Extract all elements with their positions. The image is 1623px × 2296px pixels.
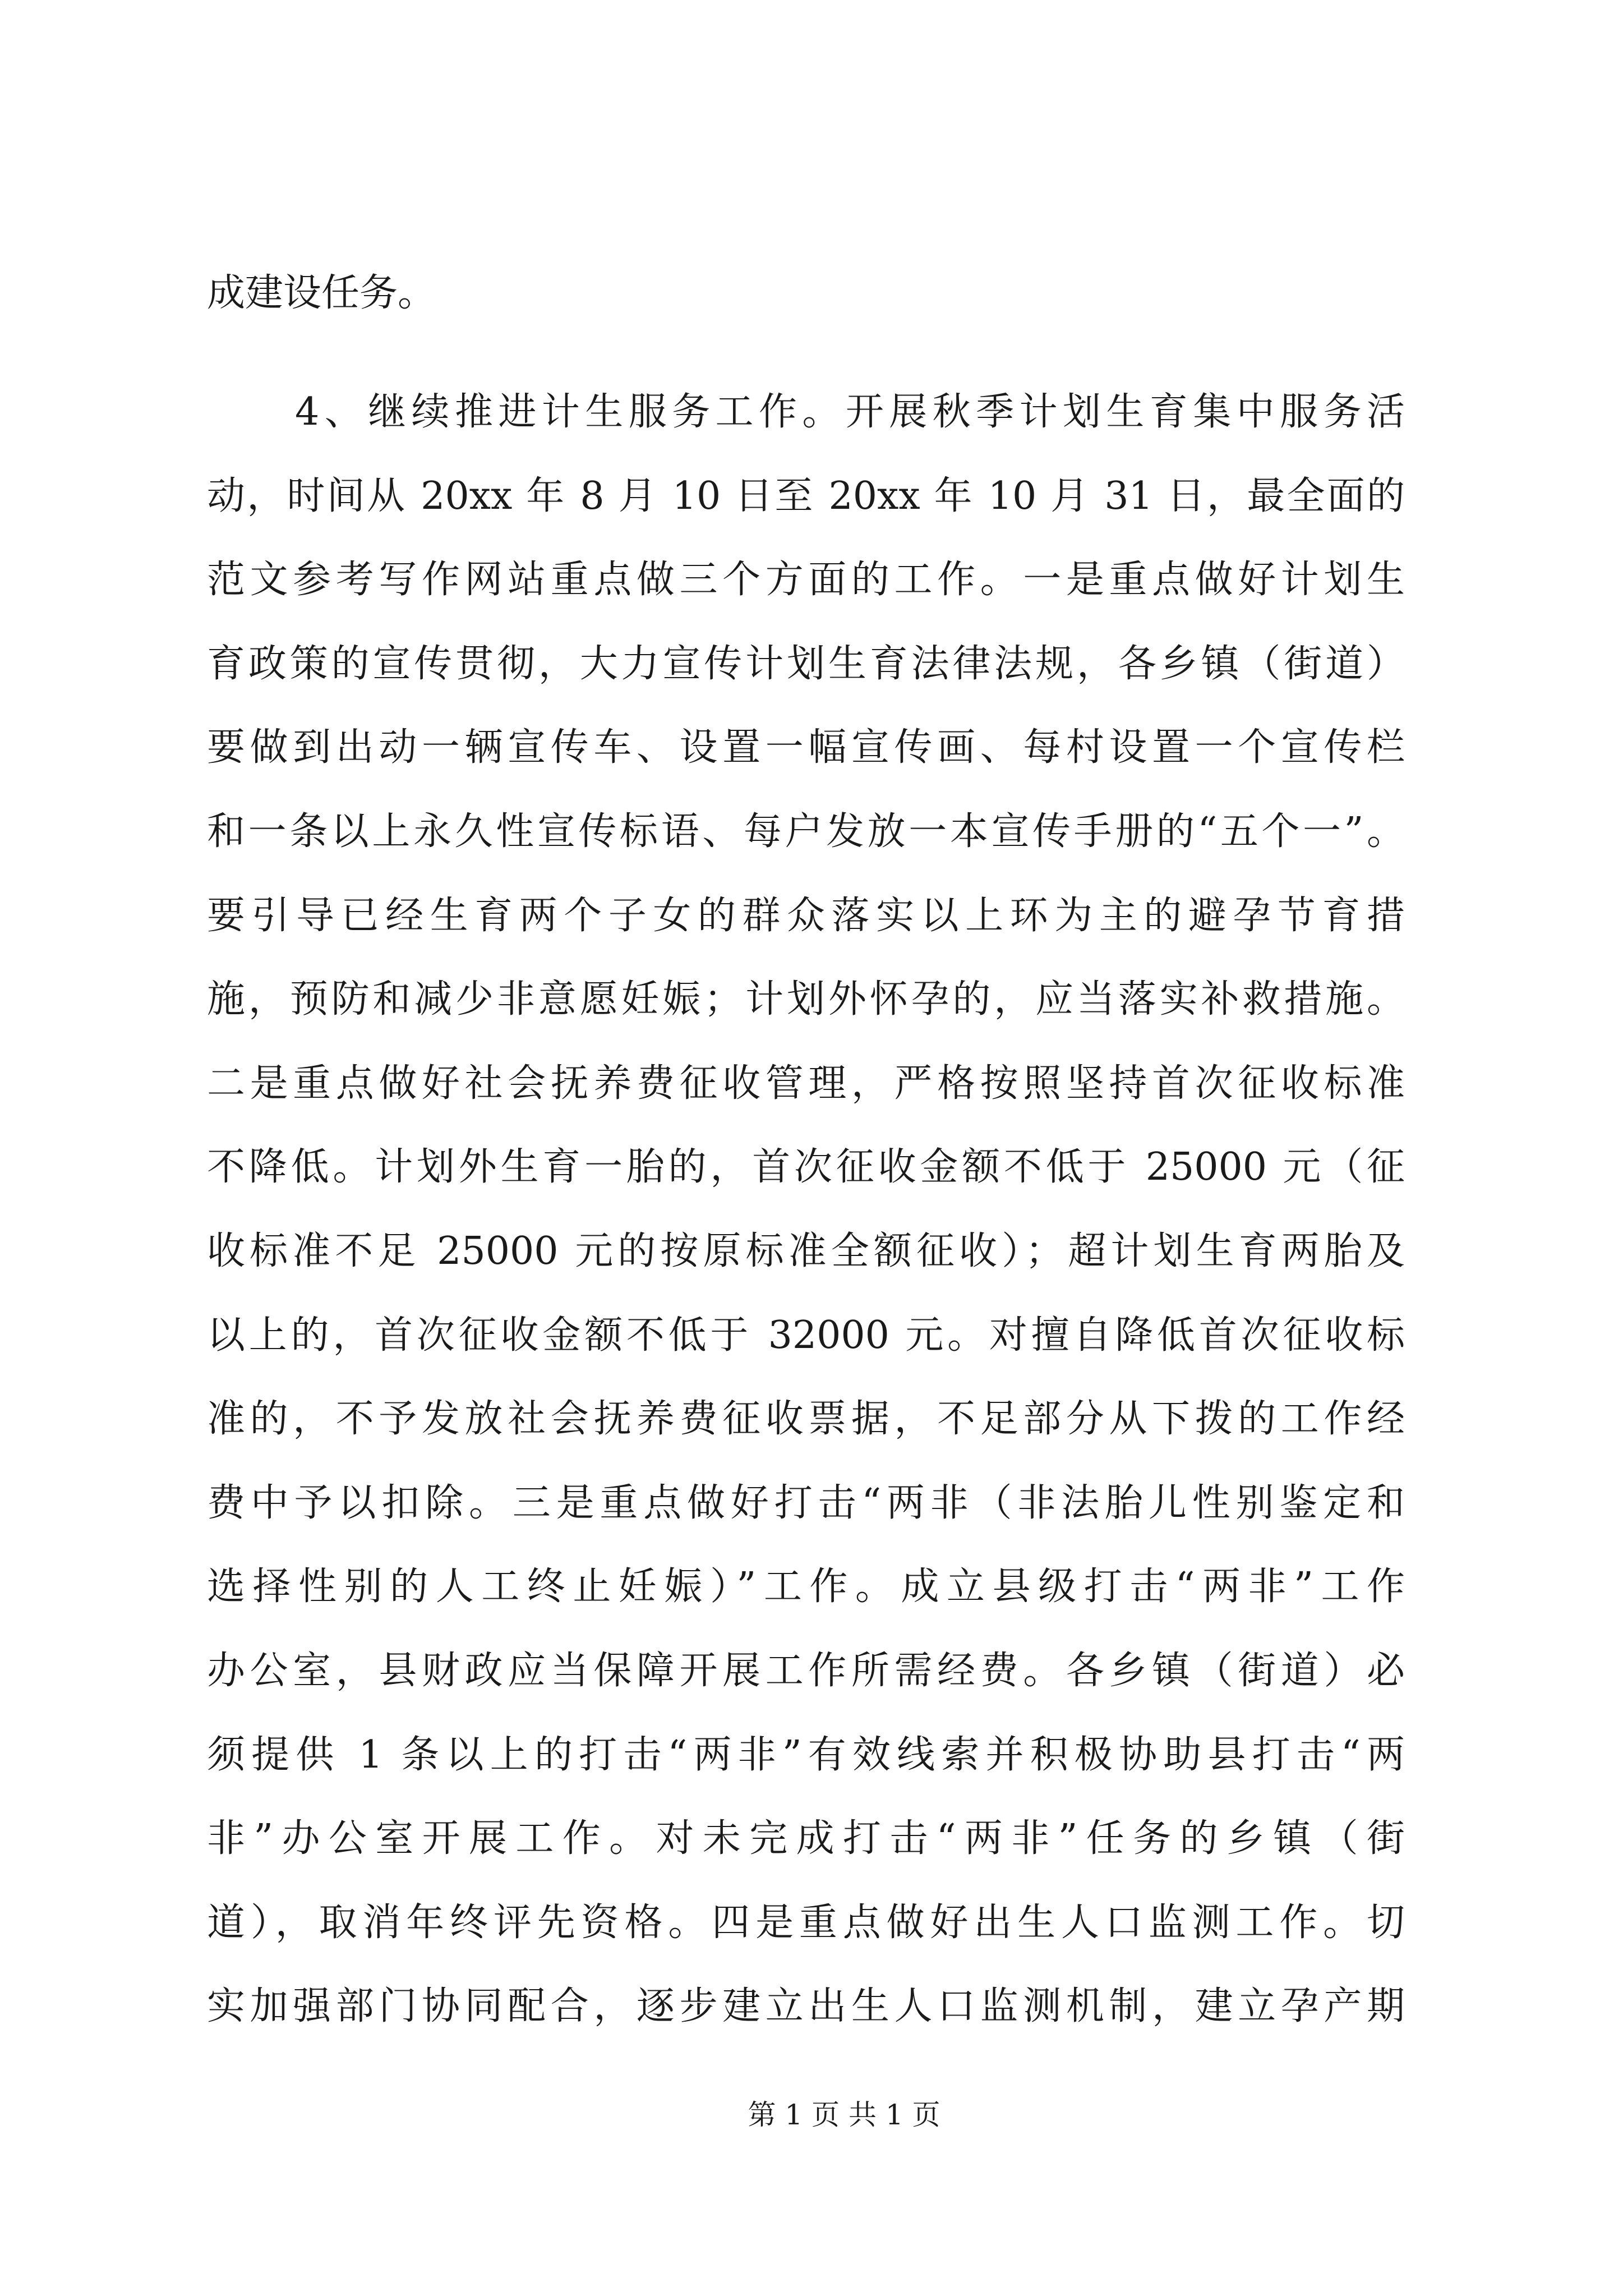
text-line: 成建设任务。 [207,271,436,315]
text-line: 二是重点做好社会抚养费征收管理，严格按照坚持首次征收标准 [207,1061,1405,1106]
text-line: 不降低。计划外生育一胎的，首次征收金额不低于 25000 元（征 [207,1145,1405,1190]
text-line: 动，时间从 20xx 年 8 月 10 日至 20xx 年 10 月 31 日，最全面的 [207,473,1405,518]
paragraph-continuation [207,251,1405,335]
text-line: 和一条以上永久性宣传标语、每户发放一本宣传手册的“五个一”。 [207,809,1405,854]
text-line: 4、继续推进计生服务工作。开展秋季计划生育集中服务活 [295,390,1405,434]
page-number-footer: 第 1 页 共 1 页 [748,2099,940,2131]
text-line: 费中予以扣除。三是重点做好打击“两非（非法胎儿性别鉴定和 [207,1480,1405,1525]
text-line: 收标准不足 25000 元的按原标准全额征收）；超计划生育两胎及 [207,1228,1405,1273]
text-line: 非”办公室开展工作。对未完成打击“两非”任务的乡镇（街 [207,1816,1405,1861]
text-line: 以上的，首次征收金额不低于 32000 元。对擅自降低首次征收标 [207,1313,1405,1358]
text-line: 准的，不予发放社会抚养费征收票据，不足部分从下拨的工作经 [207,1397,1405,1442]
text-line: 道），取消年终评先资格。四是重点做好出生人口监测工作。切 [207,1900,1405,1945]
text-line: 育政策的宣传贯彻，大力宣传计划生育法律法规，各乡镇（街道） [207,641,1405,686]
text-line: 范文参考写作网站重点做三个方面的工作。一是重点做好计划生 [207,558,1405,602]
text-line: 施，预防和减少非意愿妊娠；计划外怀孕的，应当落实补救措施。 [207,977,1405,1022]
text-line: 选择性别的人工终止妊娠）”工作。成立县级打击“两非”工作 [207,1565,1405,1609]
text-line: 须提供 1 条以上的打击“两非”有效线索并积极协助县打击“两 [207,1732,1405,1777]
text-line: 要引导已经生育两个子女的群众落实以上环为主的避孕节育措 [207,893,1405,938]
text-line: 要做到出动一辆宣传车、设置一幅宣传画、每村设置一个宣传栏 [207,725,1405,770]
paragraph-service-work [207,370,1405,2049]
text-line: 实加强部门协同配合，逐步建立出生人口监测机制，建立孕产期 [207,1984,1405,2029]
text-line: 办公室，县财政应当保障开展工作所需经费。各乡镇（街道）必 [207,1648,1405,1693]
